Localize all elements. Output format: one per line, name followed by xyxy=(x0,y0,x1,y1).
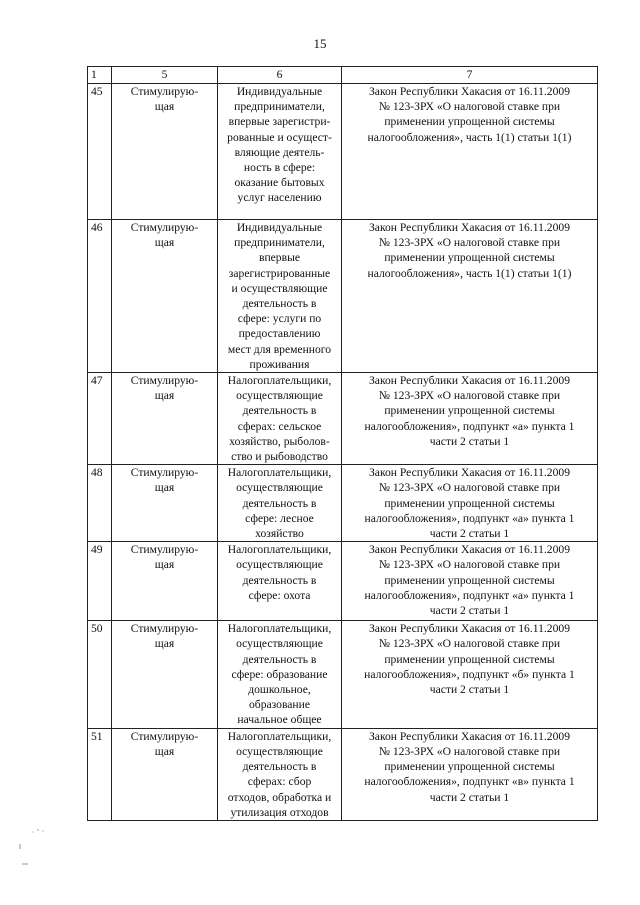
table-row xyxy=(88,465,598,542)
row-category: Налогоплательщики, осуществляющие деятельность в сфере: лесное хозяйство xyxy=(218,465,342,542)
column-header: 7 xyxy=(342,67,598,84)
row-number: 48 xyxy=(88,465,112,542)
row-type: Стимулирую- щая xyxy=(112,373,218,465)
row-number: 51 xyxy=(88,728,112,820)
column-header: 6 xyxy=(218,67,342,84)
row-law-reference: Закон Республики Хакасия от 16.11.2009 № 123-ЗРХ «О налоговой ставке при применении упрощенной системы налогообложения», подпункт «б» пункта 1 части 2 статьи 1 xyxy=(342,621,598,728)
row-law-reference: Закон Республики Хакасия от 16.11.2009 № 123-ЗРХ «О налоговой ставке при применении упрощенной системы налогообложения», подпункт «в» пункта 1 части 2 статьи 1 xyxy=(342,728,598,820)
table-row xyxy=(88,373,598,465)
row-type: Стимулирую- щая xyxy=(112,621,218,728)
row-law-reference: Закон Республики Хакасия от 16.11.2009 № 123-ЗРХ «О налоговой ставке при применении упрощенной системы налогообложения», часть 1(1) статьи 1(1) xyxy=(342,84,598,220)
table-row xyxy=(88,220,598,373)
column-header: 5 xyxy=(112,67,218,84)
row-category: Налогоплательщики, осуществляющие деятельность в сфере: охота xyxy=(218,542,342,621)
row-type: Стимулирую- щая xyxy=(112,84,218,220)
row-category: Налогоплательщики, осуществляющие деятельность в сферах: сельское хозяйство, рыболов- ство и рыбоводство xyxy=(218,373,342,465)
row-category: Индивидуальные предприниматели, впервые зарегистрированные и осуществляющие деятельность в сфере: услуги по предоставлению мест для временного проживания xyxy=(218,220,342,373)
row-number: 49 xyxy=(88,542,112,621)
row-law-reference: Закон Республики Хакасия от 16.11.2009 № 123-ЗРХ «О налоговой ставке при применении упрощенной системы налогообложения», подпункт «а» пункта 1 части 2 статьи 1 xyxy=(342,465,598,542)
row-law-reference: Закон Республики Хакасия от 16.11.2009 № 123-ЗРХ «О налоговой ставке при применении упрощенной системы налогообложения», подпункт «а» пункта 1 части 2 статьи 1 xyxy=(342,373,598,465)
row-number: 46 xyxy=(88,220,112,373)
row-type: Стимулирую- щая xyxy=(112,542,218,621)
table-row xyxy=(88,84,598,220)
page-number: 15 xyxy=(313,36,327,51)
row-number: 50 xyxy=(88,621,112,728)
table-row xyxy=(88,728,598,820)
row-type: Стимулирую- щая xyxy=(112,220,218,373)
table-row xyxy=(88,621,598,728)
column-header: 1 xyxy=(88,67,112,84)
row-law-reference: Закон Республики Хакасия от 16.11.2009 № 123-ЗРХ «О налоговой ставке при применении упрощенной системы налогообложения», подпункт «а» пункта 1 части 2 статьи 1 xyxy=(342,542,598,621)
row-category: Налогоплательщики, осуществляющие деятельность в сферах: сбор отходов, обработка и утилизация отходов xyxy=(218,728,342,820)
table-row xyxy=(88,542,598,621)
row-category: Налогоплательщики, осуществляющие деятельность в сфере: образование дошкольное, образование начальное общее xyxy=(218,621,342,728)
scan-artifact-marks xyxy=(16,828,56,868)
row-category: Индивидуальные предприниматели, впервые зарегистри- рованные и осущест- вляющие деятель- ность в сфере: оказание бытовых услуг населению xyxy=(218,84,342,220)
tax-benefits-table xyxy=(87,66,598,821)
row-number: 45 xyxy=(88,84,112,220)
row-law-reference: Закон Республики Хакасия от 16.11.2009 № 123-ЗРХ «О налоговой ставке при применении упрощенной системы налогообложения», часть 1(1) статьи 1(1) xyxy=(342,220,598,373)
row-type: Стимулирую- щая xyxy=(112,728,218,820)
row-type: Стимулирую- щая xyxy=(112,465,218,542)
row-number: 47 xyxy=(88,373,112,465)
table-header-row xyxy=(88,67,598,84)
